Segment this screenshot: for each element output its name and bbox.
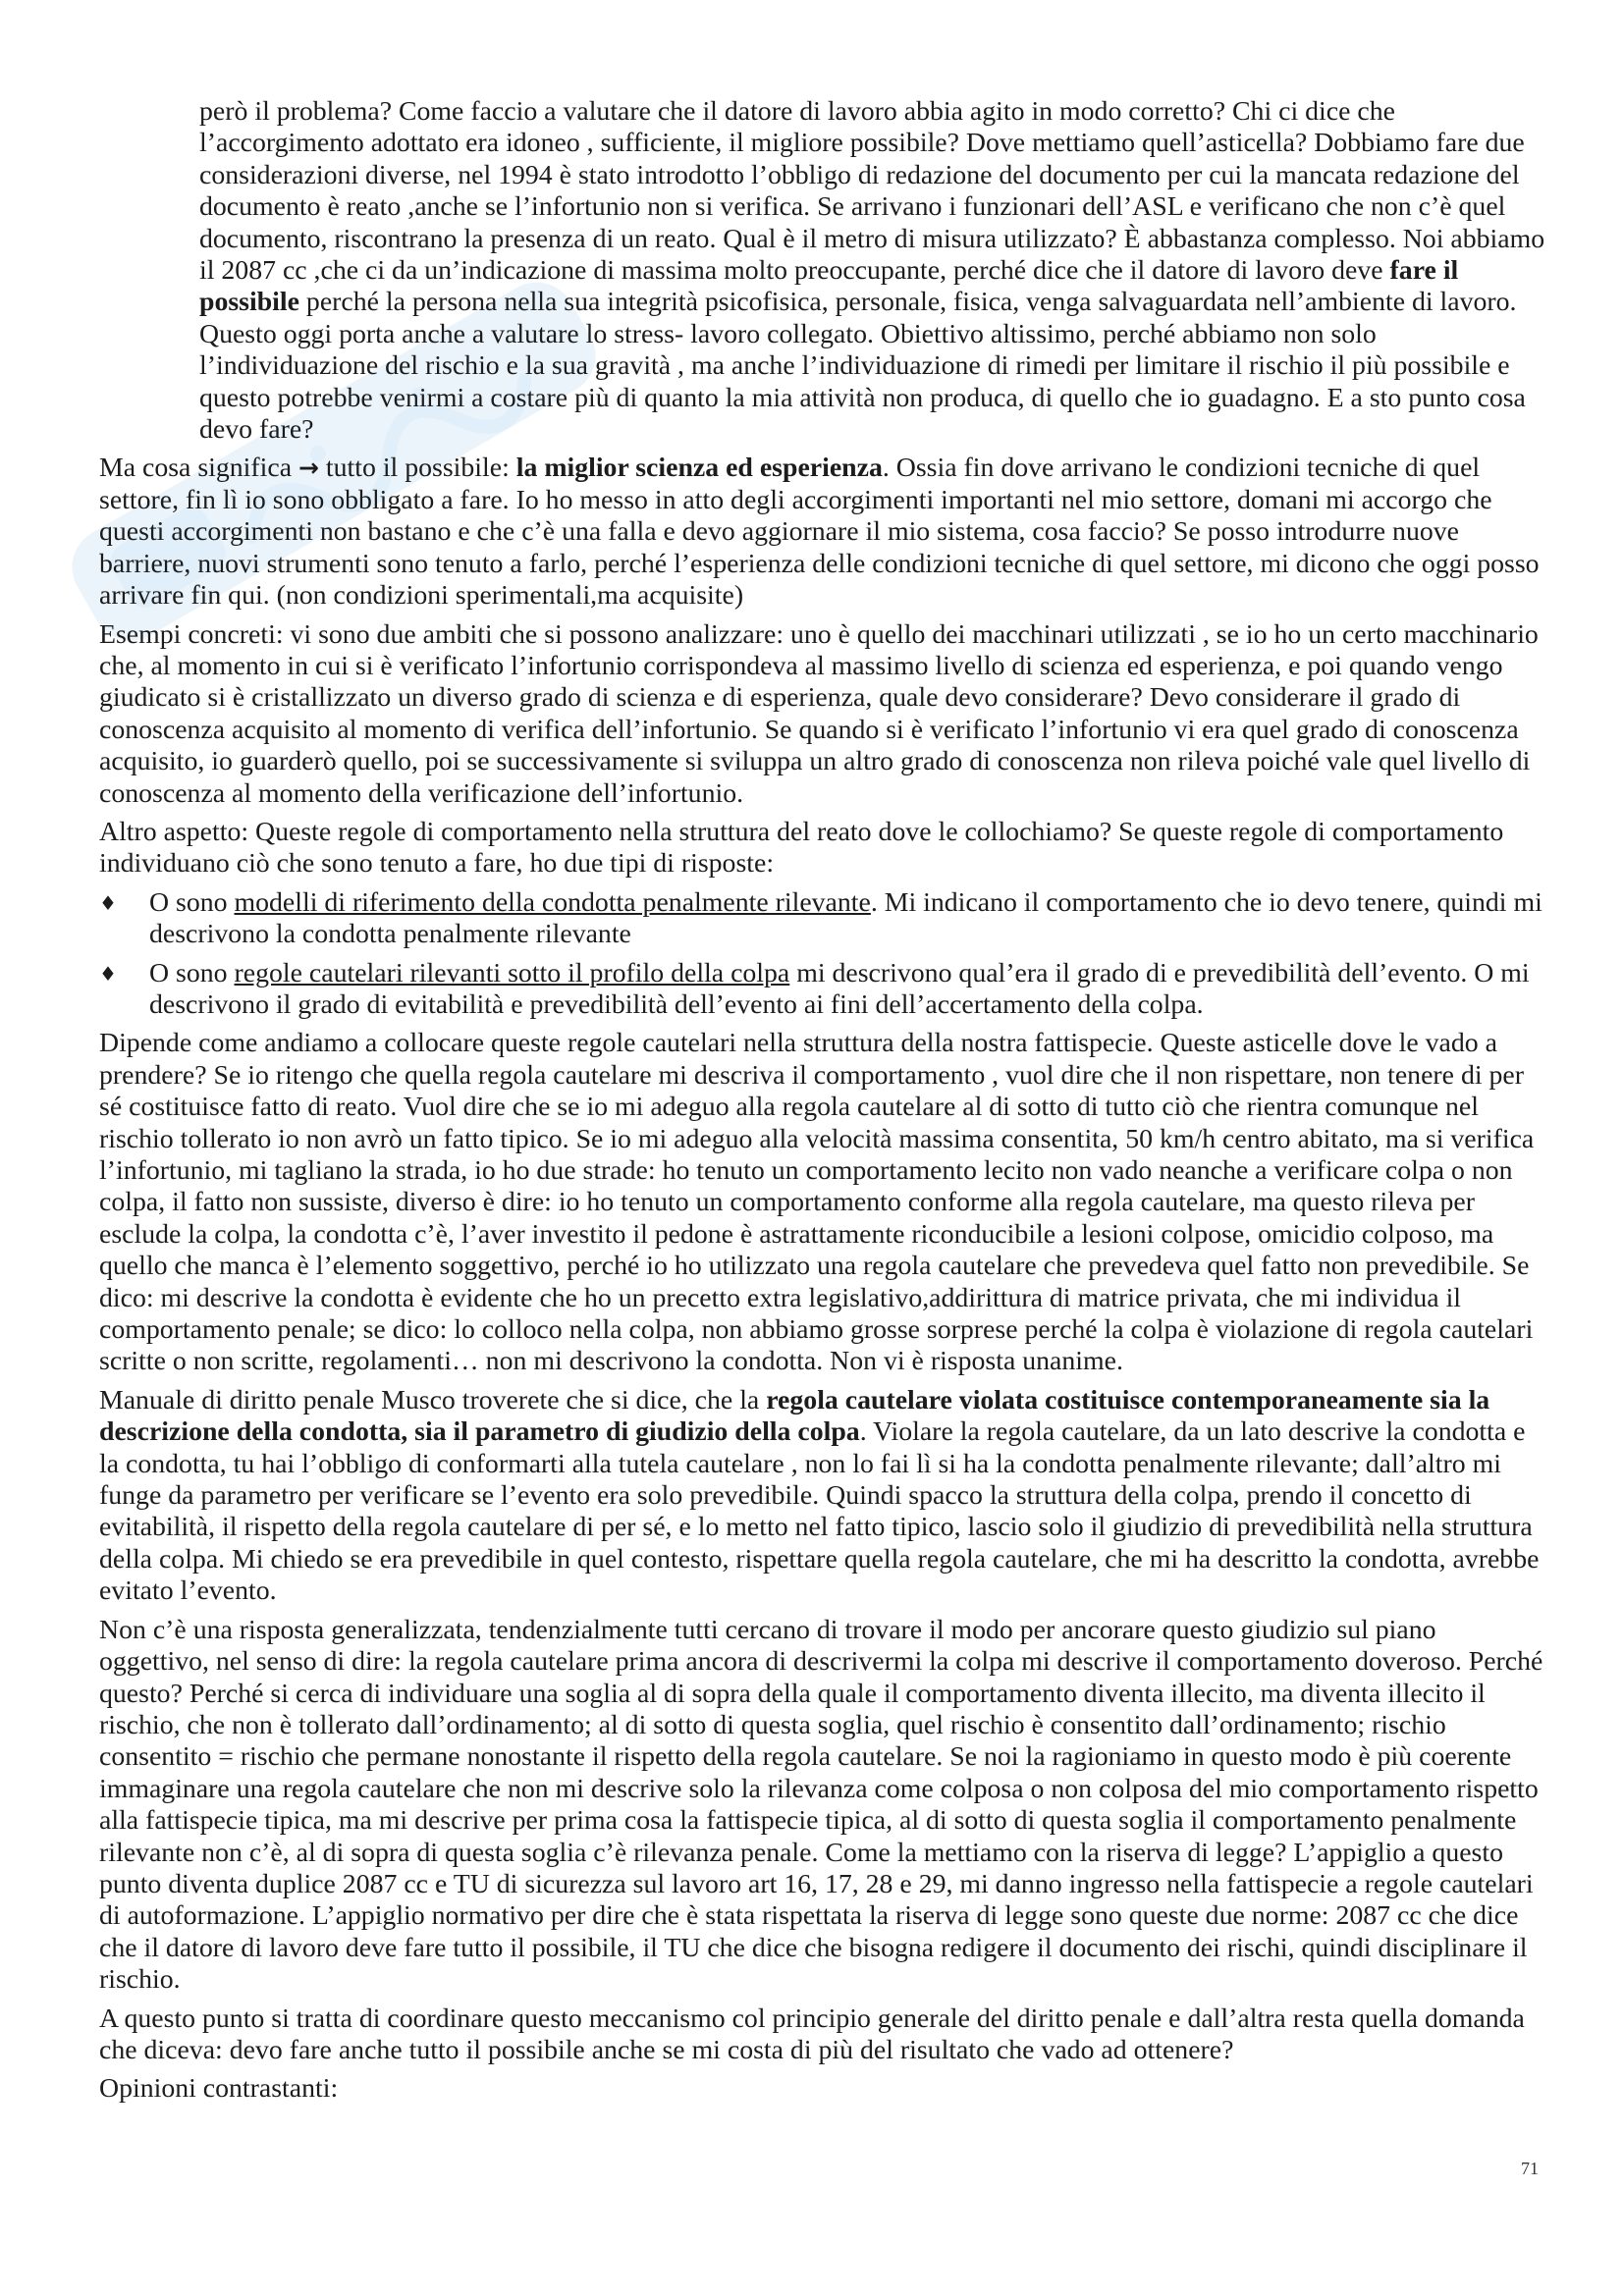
bullet-item [99,887,1546,951]
paragraph-2 [99,453,1546,612]
page-number: 71 [1521,2159,1539,2178]
text-run: Manuale di diritto penale Musco troverete che si dice, che la [99,1384,767,1415]
text-run: perché la persona nella sua integrità psicofisica, personale, fisica, venga salvaguardata nell’ambiente di lavoro. Questo oggi porta anche a valutare lo stress- lavoro collegato. Obiettivo altissimo, perché abbiamo non solo l’individuazione del rischio e la sua gravità , ma anche l’individuazione di rimedi per limitare il rischio il più possibile e questo potrebbe venirmi a costare più di quanto la mia attività non produca, di quello che io guadagno. E a sto punto cosa devo fare? [199,287,1526,446]
text-run: Dipende come andiamo a collocare queste regole cautelari nella struttura della nostra fattispecie. Queste asticelle dove le vado a prendere? Se io ritengo che quella regola cautelare mi descriva il comportamento , vuol dire che il non rispettare, non tenere di per sé costituisce fatto di reato. Vuol dire che se io mi adeguo alla regola cautelare al di sotto di tutto ciò che rientra comunque nel rischio tollerato io non avrò un fatto tipico. Se io mi adeguo alla velocità massima consentita, 50 km/h centro abitato, ma si verifica l’infortunio, mi tagliano la strada, io ho due strade: ho tenuto un comportamento lecito non vado neanche a verificare colpa o non colpa, il fatto non sussiste, diverso è dire: io ho tenuto un comportamento conforme alla regola cautelare, ma questo rileva per esclude la colpa, la condotta c’è, l’aver investito il pedone è astrattamente riconducibile a lesioni colpose, omicidio colposo, ma quello che manca è l’elemento soggettivo, perché io ho utilizzato una regola cautelare che prevedeva quel fatto non prevedibile. Se dico: mi descrive la condotta è evidente che ho un precetto extra legislativo,addirittura di matrice privata, che mi individua il comportamento penale; se dico: lo colloco nella colpa, non abbiamo grosse sorprese perché la colpa è violazione di regola cautelari scritte o non scritte, regolamenti… non mi descrivono la condotta. Non vi è risposta unanime. [99,1028,1535,1377]
page-body [99,96,1546,2112]
text-run: Esempi concreti: vi sono due ambiti che si possono analizzare: uno è quello dei macchinari utilizzati , se io ho un certo macchinario che, al momento in cui si è verificato l’infortunio corrispondeva al massimo livello di scienza ed esperienza, e poi quando vengo giudicato si è cristallizzato un diverso grado di scienza e di esperienza, quale devo considerare? Devo considerare il grado di conoscenza acquisito al momento di verifica dell’infortunio. Se quando si è verificato l’infortunio vi era quel grado di conoscenza acquisito, io guarderò quello, poi se successivamente si sviluppa un altro grado di conoscenza non rileva poiché vale quel livello di conoscenza al momento della verificazione dell’infortunio. [99,618,1539,809]
paragraph-1 [199,96,1546,446]
bold-phrase: la miglior scienza ed esperienza [515,453,883,484]
arrow-right-icon: → [298,454,319,483]
text-run: . Mi indicano il comportamento che io devo tenere, quindi mi descrivono la condotta penalmente rilevante [149,886,1542,950]
text-run: Non c’è una risposta generalizzata, tendenzialmente tutti cercano di trovare il modo per ancorare questo giudizio sul piano oggettivo, nel senso di dire: la regola cautelare prima ancora di descrivermi la colpa mi descrive il comportamento doveroso. Perché questo? Perché si cerca di individuare una soglia al di sopra della quale il comportamento diventa illecito, ma diventa illecito il rischio, che non è tollerato dall’ordinamento; al di sotto di questa soglia, quel rischio è consentito dall’ordinamento; rischio consentito = rischio che permane nonostante il rispetto della regola cautelare. Se noi la ragioniamo in questo modo è più coerente immaginare una regola cautelare che non mi descrive solo la rilevanza come colposa o non colposa del mio comportamento rispetto alla fattispecie tipica, ma mi descrive per prima cosa la fattispecie tipica, al di sotto di questa soglia il comportamento penalmente rilevante non c’è, al di sopra di questa soglia c’è rilevanza penale. Come la mettiamo con la riserva di legge? L’appiglio a questo punto diventa duplice 2087 cc e TU di sicurezza sul lavoro art 16, 17, 28 e 29, mi danno ingresso nella fattispecie a regole cautelari di autoformazione. L’appiglio normativo per dire che è stata rispettata la riserva di legge sono queste due norme: 2087 cc che dice che il datore di lavoro deve fare tutto il possibile, il TU che dice che bisogna redigere il documento dei rischi, quindi disciplinare il rischio. [99,1614,1543,1996]
text-run: A questo punto si tratta di coordinare questo meccanismo col principio generale del diritto penale e dall’altra resta quella domanda che diceva: devo fare anche tutto il possibile anche se mi costa di più del risultato che vado ad ottenere? [99,2002,1525,2065]
underlined-phrase: regole cautelari rilevanti sotto il profilo della colpa [234,957,790,988]
text-run: Opinioni contrastanti: [99,2073,339,2105]
paragraph-4 [99,817,1546,881]
paragraph-5 [99,1028,1546,1377]
bullet-list [99,887,1546,1022]
bold-phrase: fare il possibile [199,255,1459,318]
text-run: tutto il possibile: [318,453,516,484]
paragraph-8 [99,2003,1546,2067]
diamond-bullet-icon: ♦ [99,890,117,915]
text-run: però il problema? Come faccio a valutare che il datore di lavoro abbia agito in modo corretto? Chi ci dice che l’accorgimento adottato era idoneo , sufficiente, il migliore possibile? Dove mettiamo quell’asticella? Dobbiamo fare due considerazioni diverse, nel 1994 è stato introdotto l’obbligo di redazione del documento per cui la mancata redazione del documento è reato ,anche se l’infortunio non si verifica. Se arrivano i funzionari dell’ASL e verificano che non c’è quel documento, riscontrano la presenza di un reato. Qual è il metro di misura utilizzato? È abbastanza complesso. Noi abbiamo il 2087 cc ,che ci da un’indicazione di massima molto preoccupante, perché dice che il datore di lavoro deve [199,96,1545,287]
text-run: O sono [149,886,235,918]
paragraph-9 [99,2073,1546,2105]
text-run: Altro aspetto: Queste regole di comportamento nella struttura del reato dove le collochiamo? Se queste regole di comportamento individuano ciò che sono tenuto a fare, ho due tipi di risposte: [99,816,1504,880]
text-run: . Ossia fin dove arrivano le condizioni tecniche di quel settore, fin lì io sono obbligato a fare. Io ho messo in atto degli accorgimenti importanti nel mio settore, domani mi accorgo che questi accorgimenti non bastano e che c’è una falla e devo aggiornare il mio sistema, cosa faccio? Se posso introdurre nuove barriere, nuovi strumenti sono tenuto a farlo, perché l’esperienza delle condizioni tecniche di quel settore, mi dicono che oggi posso arrivare fin qui. (non condizioni sperimentali,ma acquisite) [99,453,1540,612]
text-run: Ma cosa significa [99,453,299,484]
paragraph-6 [99,1385,1546,1608]
text-run: . Violare la regola cautelare, da un lato descrive la condotta e la condotta, tu hai l’obbligo di conformarti alla tutela cautelare , non lo fai lì si ha la condotta penalmente rilevante; dall’altro mi funge da parametro per verificare se l’evento era solo prevedibile. Quindi spacco la struttura della colpa, prendo il concetto di evitabilità, il rispetto della regola cautelare di per sé, e lo metto nel fatto tipico, lascio solo il giudizio di prevedibilità nella struttura della colpa. Mi chiedo se era prevedibile in quel contesto, rispettare quella regola cautelare, che mi ha descritto la condotta, avrebbe evitato l’evento. [99,1416,1540,1607]
paragraph-3 [99,619,1546,810]
text-run: O sono [149,957,235,988]
text-run: mi descrivono qual’era il grado di e prevedibilità dell’evento. O mi descrivono il grado di evitabilità e prevedibilità dell’evento ai fini dell’accertamento della colpa. [149,957,1530,1020]
bullet-item [99,958,1546,1022]
underlined-phrase: modelli di riferimento della condotta penalmente rilevante [234,886,871,918]
paragraph-7 [99,1615,1546,1997]
diamond-bullet-icon: ♦ [99,961,117,986]
bold-phrase: regola cautelare violata costituisce contemporaneamente sia la descrizione della condotta, sia il parametro di giudizio della colpa [99,1384,1490,1448]
